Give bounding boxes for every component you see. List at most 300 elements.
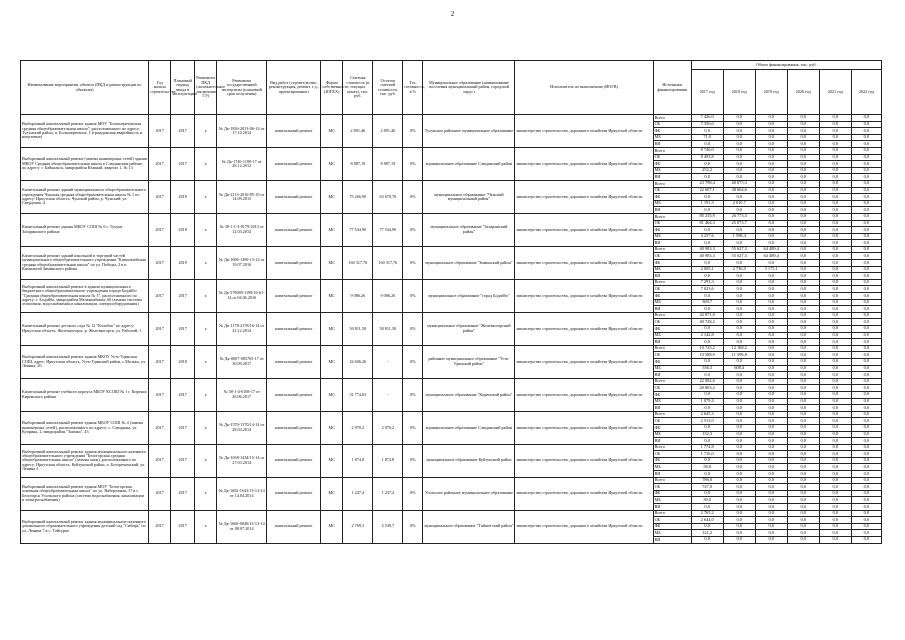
municipality: муниципальное образование "Тайшетский район" <box>423 510 515 543</box>
funding-value: 121,2 <box>691 530 723 537</box>
funding-value: 2 010,7 <box>723 200 755 207</box>
funding-value: 0,0 <box>755 174 787 181</box>
funding-value: 0,0 <box>851 424 881 431</box>
funding-value: 0,0 <box>819 260 851 267</box>
funding-value: 0,0 <box>819 180 851 187</box>
funding-source: Всего <box>653 147 691 154</box>
year-start: 2017 <box>149 147 171 180</box>
col-work-type-header: Вид работ (строительство, реконструкция, ремонт, т.д., проектирование) <box>267 61 321 115</box>
funding-value: 11 599,8 <box>723 352 755 359</box>
funding-source: ОБ <box>653 253 691 260</box>
col-remain-header: Остаток сметной стоимости, тыс. руб. <box>373 61 403 115</box>
year-start: 2017 <box>149 180 171 213</box>
funding-source: ФБ <box>653 457 691 464</box>
funding-value: 0,0 <box>691 358 723 365</box>
object-name: Выборочный капитальный ремонт в здании муниципального бюджетного общеобразовательного учреждения города Бодайбо "Средняя общеобразовательная школа № 3", расположенного по адресу: г. Бодайбо, микрорайон Мелькомбинат, 60 (замена системы отопления, водоснабжения и канализации, электрооборудования) <box>21 279 149 312</box>
funding-value: 0,0 <box>851 444 881 451</box>
year-header: 2022 год <box>851 70 881 115</box>
funding-value: 0,0 <box>851 523 881 530</box>
object-name: Выборочный капитальный ремонт здания муниципального казенного общеобразовательного учреждения "Белогорская средняя общеобразовательная школа" (замена окон), расположенного по адресу: Иркутская область, Куйтунский район, п. Белоречинский, ул. Ленина 3 <box>21 444 149 477</box>
funding-value: 0,0 <box>819 299 851 306</box>
executor: министерство строительства, дорожного хозяйства Иркутской области <box>515 345 653 378</box>
estimated-cost: 77 544,90 <box>343 213 373 246</box>
funding-value: 0,0 <box>819 471 851 478</box>
expertise-details: № Дк-1696-1490-13-14 от 19.07.2016 <box>217 246 267 279</box>
funding-source: Всего <box>653 246 691 253</box>
funding-value: 2 005,1 <box>691 266 723 273</box>
funding-value: 0,0 <box>723 121 755 128</box>
funding-value: 0,0 <box>691 194 723 201</box>
funding-source: ВИ <box>653 339 691 346</box>
col-municipality-header: Муниципальное образование (наименование поселения муниципальный район, городской округ) <box>423 61 515 115</box>
funding-value: 0,0 <box>755 213 787 220</box>
funding-source: Всего <box>653 510 691 517</box>
funding-source: ФБ <box>653 490 691 497</box>
municipality: муниципальное образование "Чунский муниципальный район" <box>423 180 515 213</box>
funding-value: 0,0 <box>691 391 723 398</box>
funding-value: 0,0 <box>819 233 851 240</box>
funding-value: 0,0 <box>723 451 755 458</box>
funding-value: 0,0 <box>851 147 881 154</box>
funding-value: 0,0 <box>819 121 851 128</box>
funding-value: 0,0 <box>819 504 851 511</box>
remaining-cost: - <box>373 378 403 411</box>
funding-value: 0,0 <box>819 134 851 141</box>
funding-value: 0,0 <box>851 312 881 319</box>
funding-value: 1 598,4 <box>723 233 755 240</box>
funding-value: 55 627,3 <box>723 246 755 253</box>
funding-value: 0,0 <box>851 484 881 491</box>
funding-value: 0,0 <box>723 227 755 234</box>
funding-value: 0,0 <box>691 141 723 148</box>
funding-value: 0,0 <box>787 339 819 346</box>
funding-value: 0,0 <box>851 418 881 425</box>
funding-value: 0,0 <box>819 246 851 253</box>
funding-value: 0,0 <box>787 187 819 194</box>
funding-value: 0,0 <box>755 339 787 346</box>
funding-value: 0,0 <box>723 464 755 471</box>
funding-value: 252,2 <box>691 167 723 174</box>
funding-source: ФБ <box>653 128 691 135</box>
funding-value: 0,0 <box>851 246 881 253</box>
year-end: 2019 <box>171 246 195 279</box>
funding-source: МБ <box>653 464 691 471</box>
expertise-details: № Дк-1602-1643/13-13-14 от 14.04.2014 <box>217 477 267 510</box>
estimated-cost: 160 317,76 <box>343 246 373 279</box>
funding-value: 0,0 <box>755 194 787 201</box>
remaining-cost: 50 811,50 <box>373 312 403 345</box>
funding-value: 0,0 <box>819 490 851 497</box>
ownership-form: МС <box>321 345 343 378</box>
funding-value: 0,0 <box>851 457 881 464</box>
funding-value: 22 607,1 <box>691 187 723 194</box>
funding-value: 38 664,6 <box>723 187 755 194</box>
funding-value: 0,0 <box>787 253 819 260</box>
col-source-header: Источники финансирования <box>653 61 691 115</box>
funding-value: 0,0 <box>819 174 851 181</box>
funding-value: 0,0 <box>787 200 819 207</box>
remaining-cost: 1 874,8 <box>373 444 403 477</box>
pkd-details: х <box>195 180 217 213</box>
remaining-cost: 77 544,90 <box>373 213 403 246</box>
funding-value: 0,0 <box>691 161 723 168</box>
funding-value: 0,0 <box>819 457 851 464</box>
funding-value: 0,0 <box>819 358 851 365</box>
funding-value: 0,0 <box>851 128 881 135</box>
funding-source: ОБ <box>653 517 691 524</box>
funding-value: 0,0 <box>819 477 851 484</box>
year-end: 2018 <box>171 213 195 246</box>
funding-value: 4 257,6 <box>691 233 723 240</box>
funding-value: 0,0 <box>691 273 723 280</box>
funding-value: 0,0 <box>787 365 819 372</box>
funding-source: ФБ <box>653 326 691 333</box>
col-expertise-header: Реквизиты государственной экспертизы (плановый срок получения) <box>217 61 267 115</box>
executor: министерство строительства, дорожного хозяйства Иркутской области <box>515 147 653 180</box>
funding-value: 0,0 <box>787 477 819 484</box>
table-row <box>21 510 882 517</box>
funding-value: 0,0 <box>851 187 881 194</box>
funding-value: 0,0 <box>691 438 723 445</box>
funding-value: 0,0 <box>723 306 755 313</box>
executor: министерство строительства, дорожного хозяйства Иркутской области <box>515 312 653 345</box>
funding-value: 0,0 <box>819 339 851 346</box>
pkd-details: х <box>195 444 217 477</box>
ownership-form: МС <box>321 246 343 279</box>
readiness-percent: 0% <box>403 246 423 279</box>
funding-source: ФБ <box>653 293 691 300</box>
funding-value: 40 983,3 <box>691 246 723 253</box>
object-name: Выборочный капитальный ремонт здания МКОУ Усть-Удинская СОШ, адрес: Иркутская область, Усть-Удинский район, с.Молька, ул. Ленина, 20 <box>21 345 149 378</box>
funding-value: 1 191,3 <box>691 200 723 207</box>
funding-value: 0,0 <box>723 444 755 451</box>
funding-value: 536,3 <box>691 365 723 372</box>
funding-value: 40 983,3 <box>691 253 723 260</box>
funding-source: ОБ <box>653 451 691 458</box>
funding-value: 0,0 <box>723 517 755 524</box>
funding-value: 40 728,2 <box>691 319 723 326</box>
funding-value: 0,0 <box>851 438 881 445</box>
funding-value: 786,0 <box>691 477 723 484</box>
funding-value: 0,0 <box>691 490 723 497</box>
funding-source: ОБ <box>653 385 691 392</box>
funding-value: 0,0 <box>787 358 819 365</box>
year-end: 2017 <box>171 411 195 444</box>
readiness-percent: 0% <box>403 510 423 543</box>
funding-value: 0,0 <box>723 510 755 517</box>
funding-value: 2 513,0 <box>691 418 723 425</box>
funding-value: 0,0 <box>851 266 881 273</box>
remaining-cost: 8 887,19 <box>373 147 403 180</box>
funding-value: 0,0 <box>787 398 819 405</box>
funding-source: ОБ <box>653 484 691 491</box>
work-type: капитальный ремонт <box>267 213 321 246</box>
funding-source: ОБ <box>653 154 691 161</box>
executor: министерство строительства, дорожного хозяйства Иркутской области <box>515 444 653 477</box>
funding-value: 0,0 <box>787 424 819 431</box>
expertise-details: № 38-1-4-0108-17 от 26.06.2017 <box>217 378 267 411</box>
funding-value: 0,0 <box>691 174 723 181</box>
funding-value: 2 645,3 <box>691 411 723 418</box>
table-row <box>21 213 882 220</box>
funding-source: ОБ <box>653 121 691 128</box>
funding-value: 0,0 <box>851 141 881 148</box>
funding-value: 0,0 <box>787 273 819 280</box>
funding-value: 40 075,3 <box>723 180 755 187</box>
funding-value: 0,0 <box>755 398 787 405</box>
funding-value: 0,0 <box>787 293 819 300</box>
funding-value: 0,0 <box>851 471 881 478</box>
funding-value: 0,0 <box>851 365 881 372</box>
executor: министерство строительства, дорожного хозяйства Иркутской области <box>515 279 653 312</box>
funding-value: 0,0 <box>819 319 851 326</box>
funding-value: 0,0 <box>723 332 755 339</box>
funding-source: МБ <box>653 200 691 207</box>
funding-value: 0,0 <box>723 279 755 286</box>
funding-source: ФБ <box>653 260 691 267</box>
funding-value: 0,0 <box>819 451 851 458</box>
funding-value: 0,0 <box>787 128 819 135</box>
funding-source: МБ <box>653 266 691 273</box>
year-start: 2017 <box>149 444 171 477</box>
pkd-details: х <box>195 213 217 246</box>
funding-value: 0,0 <box>787 391 819 398</box>
funding-source: ОБ <box>653 286 691 293</box>
funding-value: 0,0 <box>755 167 787 174</box>
funding-value: 0,0 <box>787 167 819 174</box>
funding-value: 0,0 <box>851 227 881 234</box>
remaining-cost: 9 086,26 <box>373 279 403 312</box>
funding-value: 0,0 <box>787 240 819 247</box>
expertise-details: № Дк-1570-1370/14-14 от 28.03.2014 <box>217 411 267 444</box>
funding-value: 0,0 <box>755 207 787 214</box>
funding-value: 0,0 <box>723 194 755 201</box>
ownership-form: МС <box>321 411 343 444</box>
municipality: муниципальное образование "Зиминский район" <box>423 246 515 279</box>
funding-value: 0,0 <box>819 266 851 273</box>
funding-source: ВИ <box>653 174 691 181</box>
year-end: 2017 <box>171 378 195 411</box>
funding-value: 0,0 <box>851 504 881 511</box>
funding-value: 0,0 <box>787 194 819 201</box>
funding-value: 0,0 <box>723 154 755 161</box>
funding-value: 0,0 <box>723 293 755 300</box>
funding-value: 0,0 <box>787 286 819 293</box>
funding-value: 0,0 <box>787 471 819 478</box>
funding-value: 7 356,0 <box>691 121 723 128</box>
funding-source: ФБ <box>653 194 691 201</box>
funding-value: 85 235,9 <box>691 213 723 220</box>
funding-value: 26 773,3 <box>723 213 755 220</box>
funding-value: 0,0 <box>723 115 755 122</box>
object-name: Выборочный капитальный ремонт здания МОУ "Белогорская основная общеобразовательная школа" по ул. Набережная, 17 в с. Белогорск Усольского района (система водоснабжения, канализации и электроснабжения) <box>21 477 149 510</box>
funding-value: 0,0 <box>723 537 755 544</box>
funding-value: 0,0 <box>787 464 819 471</box>
funding-value: 0,0 <box>755 358 787 365</box>
funding-value: 0,0 <box>755 444 787 451</box>
funding-value: 10 725,2 <box>691 345 723 352</box>
funding-value: 0,0 <box>723 411 755 418</box>
funding-source: Всего <box>653 378 691 385</box>
funding-source: ВИ <box>653 405 691 412</box>
funding-value: 0,0 <box>755 326 787 333</box>
funding-value: 0,0 <box>787 385 819 392</box>
funding-value: 0,0 <box>851 306 881 313</box>
funding-source: ОБ <box>653 352 691 359</box>
funding-value: 0,0 <box>819 444 851 451</box>
funding-value: 0,0 <box>819 424 851 431</box>
work-type: капитальный ремонт <box>267 246 321 279</box>
year-end: 2018 <box>171 180 195 213</box>
year-start: 2017 <box>149 510 171 543</box>
remaining-cost: 63 670,76 <box>373 180 403 213</box>
funding-value: 0,0 <box>819 372 851 379</box>
funding-value: 0,0 <box>819 484 851 491</box>
estimated-cost: 1 247,4 <box>343 477 373 510</box>
municipality: муниципальное образование "Киренский район" <box>423 378 515 411</box>
funding-group-header: Объем финансирования, тыс. руб. <box>691 61 881 70</box>
funding-value: 0,0 <box>851 273 881 280</box>
funding-value: 0,0 <box>755 293 787 300</box>
funding-value: 0,0 <box>851 530 881 537</box>
funding-value: 0,0 <box>755 286 787 293</box>
funding-value: 0,0 <box>755 510 787 517</box>
funding-value: 132,3 <box>691 431 723 438</box>
funding-value: 0,0 <box>819 194 851 201</box>
funding-value: 0,0 <box>691 372 723 379</box>
object-name: Выборочный капитальный ремонт здания МОУ "Большереченская средняя общеобразовательная школа", расположенного по адресу: Тулунский район, п. Большереченск, 1 (гражданская аварийность и нецелевые) <box>21 115 149 148</box>
object-name: Капитальный ремонт учебного корпуса МБОУ КСОШ № 1 г. Киренск Киренского района <box>21 378 149 411</box>
funding-value: 0,0 <box>851 115 881 122</box>
funding-value: 0,0 <box>755 431 787 438</box>
funding-value: 0,0 <box>819 161 851 168</box>
funding-value: 0,0 <box>691 260 723 267</box>
funding-value: 0,0 <box>723 457 755 464</box>
funding-value: 0,0 <box>723 405 755 412</box>
ownership-form: МС <box>321 279 343 312</box>
year-end: 2017 <box>171 444 195 477</box>
funding-value: 0,0 <box>723 484 755 491</box>
funding-value: 0,0 <box>851 490 881 497</box>
object-name: Капитальный ремонт здания МКОУ СОШ № 6 г. Тулуна Заларинского района <box>21 213 149 246</box>
funding-value: 1 079,4 <box>691 398 723 405</box>
funding-value: 0,0 <box>787 220 819 227</box>
funding-value: 0,0 <box>787 306 819 313</box>
funding-value: 0,0 <box>787 161 819 168</box>
funding-value: 0,0 <box>723 497 755 504</box>
funding-value: 0,0 <box>819 306 851 313</box>
readiness-percent: 0% <box>403 279 423 312</box>
funding-value: 0,0 <box>851 352 881 359</box>
funding-value: 0,0 <box>787 530 819 537</box>
funding-value: 0,0 <box>819 411 851 418</box>
work-type: капитальный ремонт <box>267 378 321 411</box>
pkd-details: х <box>195 510 217 543</box>
readiness-percent: 0% <box>403 147 423 180</box>
estimated-cost: 9 086,26 <box>343 279 373 312</box>
funding-value: 7 426,0 <box>691 115 723 122</box>
funding-value: 0,0 <box>755 319 787 326</box>
table-row <box>21 345 882 352</box>
funding-value: 0,0 <box>755 477 787 484</box>
funding-source: ОБ <box>653 418 691 425</box>
funding-value: 0,0 <box>723 418 755 425</box>
funding-value: 0,0 <box>851 174 881 181</box>
year-start: 2017 <box>149 279 171 312</box>
funding-value: 0,0 <box>691 339 723 346</box>
funding-value: 0,0 <box>819 200 851 207</box>
funding-value: 0,0 <box>723 260 755 267</box>
funding-value: 0,0 <box>819 385 851 392</box>
object-name: Капитальный ремонт зданий школьной и торговой частей муниципального общеобразовательного учреждения "Кимильтейская средняя общеобразовательная школа" по ул. Победы, 2 в п. Кимильтей Зиминского района <box>21 246 149 279</box>
funding-source: МБ <box>653 530 691 537</box>
funding-value: 0,0 <box>787 207 819 214</box>
funding-value: 0,0 <box>755 141 787 148</box>
funding-value: 0,0 <box>723 358 755 365</box>
funding-value: 0,0 <box>755 128 787 135</box>
funding-value: 0,0 <box>755 424 787 431</box>
funding-source: Всего <box>653 279 691 286</box>
funding-source: ОБ <box>653 220 691 227</box>
funding-value: 3 175,1 <box>755 266 787 273</box>
year-end: 2018 <box>171 345 195 378</box>
funding-value: 55 627,3 <box>723 253 755 260</box>
funding-value: 0,0 <box>755 220 787 227</box>
funding-value: 0,0 <box>723 431 755 438</box>
funding-value: 0,0 <box>819 464 851 471</box>
funding-value: 0,0 <box>851 497 881 504</box>
funding-value: 0,0 <box>723 240 755 247</box>
funding-value: 0,0 <box>819 167 851 174</box>
funding-value: 0,0 <box>755 273 787 280</box>
funding-value: 0,0 <box>723 372 755 379</box>
funding-value: 0,0 <box>755 279 787 286</box>
funding-value: 0,0 <box>787 299 819 306</box>
funding-value: 0,0 <box>819 279 851 286</box>
funding-value: 0,0 <box>819 115 851 122</box>
expertise-details: № Дк-579080-1198/16-61-14 от 04.06.2016 <box>217 279 267 312</box>
expertise-details: № Дк-1178-2178/16-14 от 22.12.2014 <box>217 312 267 345</box>
funding-value: 0,0 <box>755 345 787 352</box>
funding-value: 0,0 <box>723 134 755 141</box>
ownership-form: МС <box>321 147 343 180</box>
readiness-percent: 0% <box>403 345 423 378</box>
funding-value: 0,0 <box>787 174 819 181</box>
funding-value: 0,0 <box>787 213 819 220</box>
col-year-start-header: Год начала строительства <box>149 61 171 115</box>
funding-value: 0,0 <box>819 293 851 300</box>
funding-source: МБ <box>653 332 691 339</box>
funding-value: 0,0 <box>755 161 787 168</box>
funding-value: 0,0 <box>723 378 755 385</box>
funding-source: МБ <box>653 167 691 174</box>
col-name-header: Наименование мероприятия, объекта (ПКД и реконструкции по объектам) <box>21 61 149 115</box>
table-row <box>21 279 882 286</box>
funding-value: 0,0 <box>851 220 881 227</box>
funding-value: 0,0 <box>787 438 819 445</box>
funding-value: 0,0 <box>851 207 881 214</box>
funding-value: 0,0 <box>787 490 819 497</box>
funding-value: 10 588,9 <box>691 352 723 359</box>
funding-value: 0,0 <box>723 128 755 135</box>
funding-source: ВИ <box>653 306 691 313</box>
funding-value: 0,0 <box>723 391 755 398</box>
funding-value: 0,0 <box>787 319 819 326</box>
col-readiness-header: Тех. готовность, в % <box>403 61 423 115</box>
funding-value: 0,0 <box>755 227 787 234</box>
funding-value: 0,0 <box>691 227 723 234</box>
funding-value: 0,0 <box>787 345 819 352</box>
